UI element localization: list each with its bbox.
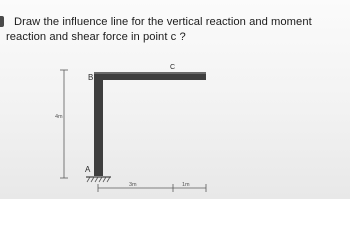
- fixed-support-hatch: [86, 177, 111, 182]
- point-b-label: B: [88, 73, 94, 82]
- point-a-label: A: [85, 165, 91, 174]
- column-member: [94, 72, 103, 176]
- span-dimension: [98, 184, 206, 192]
- question-line-2: reaction and shear force in point c ?: [6, 31, 186, 43]
- span-c-label: 1m: [182, 182, 190, 188]
- beam-top-highlight: [94, 72, 206, 74]
- span-ab-label: 3m: [129, 182, 137, 188]
- point-c-label: C: [170, 64, 176, 71]
- height-dimension-label: 4m: [55, 114, 63, 120]
- question-line-1-text: Draw the influence line for the vertical reaction and moment: [14, 16, 312, 28]
- height-dimension: [60, 70, 68, 178]
